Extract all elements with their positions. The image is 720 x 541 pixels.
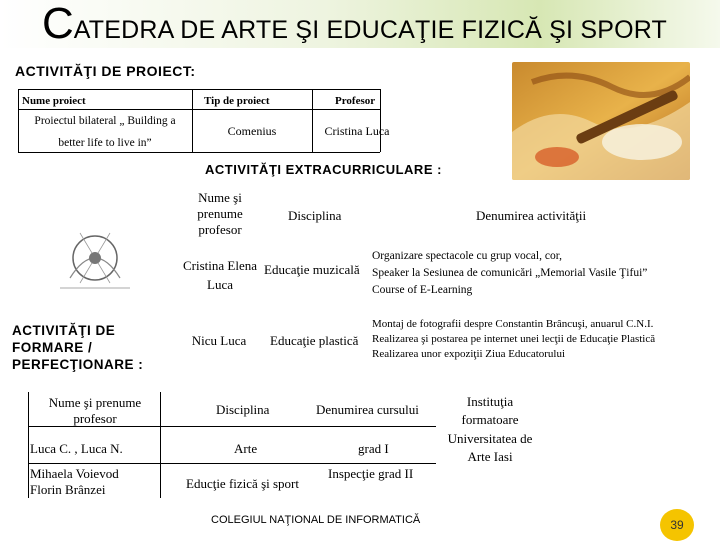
paint-palette-image (512, 62, 690, 180)
project-name (20, 112, 190, 152)
training-row-line (28, 463, 436, 464)
training-heading-3: PERFECŢIONARE : (12, 357, 144, 372)
training-divider-1 (160, 392, 161, 498)
projects-bottom-line (18, 152, 380, 153)
extra-row1-activity-3: Course of E-Learning (372, 284, 473, 296)
training-row1-name: Luca C. , Luca N. (30, 441, 123, 456)
training-row1-inst-2: Arte Iasi (467, 449, 513, 464)
extra-row1-teacher-line2: Luca (207, 277, 233, 292)
training-border-left (28, 392, 29, 498)
training-row1-course: grad I (358, 441, 389, 456)
training-col-name (30, 395, 160, 427)
extra-row2-discipline: Educaţie plastică (270, 333, 359, 348)
training-col-inst-2: formatoare (461, 412, 519, 427)
projects-col-teacher: Profesor (335, 95, 376, 107)
extra-col-name-3: profesor (198, 222, 242, 237)
training-row2-name (30, 466, 119, 498)
projects-divider-2 (312, 89, 313, 152)
extra-row1-activities (372, 248, 647, 299)
extra-row2-activities (372, 317, 655, 362)
extra-row1-teacher-line1: Cristina Elena (182, 258, 257, 273)
title-initial: C (42, 0, 74, 48)
projects-col-name: Nume proiect (22, 95, 86, 107)
training-row2-name-1: Mihaela Voievod (30, 466, 119, 481)
training-row1-institution (440, 430, 540, 466)
extra-row1-discipline: Educaţie muzicală (264, 262, 360, 277)
training-col-name-1: Nume şi prenume (48, 395, 142, 410)
page-number: 39 (660, 509, 694, 541)
projects-border-right (380, 89, 381, 152)
extra-row1-activity-1: Organizare spectacole cu grup vocal, cor, (372, 250, 562, 262)
title-rest: ATEDRA DE ARTE ŞI EDUCAŢIE FIZICĂ ŞI SPORT (73, 16, 668, 44)
extra-col-activity: Denumirea activităţii (476, 208, 587, 223)
projects-border-left (18, 89, 19, 152)
projects-top-line (18, 89, 380, 90)
training-heading-1: ACTIVITĂŢI DE (12, 323, 116, 338)
project-teacher: Cristina Luca (324, 124, 390, 138)
training-heading-2: FORMARE / (12, 340, 93, 355)
projects-col-type: Tip de proiect (204, 95, 270, 107)
training-row2-name-2: Florin Brânzei (30, 482, 106, 497)
training-col-discipline: Disciplina (216, 402, 270, 417)
extra-row2-activity-3: Realizarea unor expoziţii Ziua Educatorului (372, 348, 566, 360)
extra-col-name (180, 190, 260, 238)
extra-row2-activity-1: Montaj de fotografii despre Constantin Brâncuşi, anuarul C.N.I. (372, 318, 654, 330)
training-col-institution (440, 393, 540, 429)
page-title (42, 2, 667, 46)
training-row1-inst-1: Universitatea de (447, 431, 533, 446)
extra-row2-teacher: Nicu Luca (191, 333, 247, 348)
training-row2-discipline: Educţie fizică şi sport (186, 476, 299, 491)
training-heading (12, 322, 143, 373)
extra-col-name-2: prenume (197, 206, 243, 221)
project-name-line2: better life to live in” (58, 137, 152, 149)
projects-divider-1 (192, 89, 193, 152)
training-col-inst-1: Instituţia (466, 394, 514, 409)
extra-col-discipline: Disciplina (288, 208, 342, 223)
extra-row1-activity-2: Speaker la Sesiunea de comunicări „Memorial Vasile Ţifui” (372, 267, 648, 279)
project-name-line1: Proiectul bilateral „ Building a (34, 115, 176, 127)
footer-school-name: COLEGIUL NAŢIONAL DE INFORMATICĂ (211, 514, 421, 526)
project-type: Comenius (227, 124, 277, 138)
training-header-line (28, 426, 436, 427)
extra-row2-activity-2: Realizarea şi postarea pe internet unei lecţii de Educaţie Plastică (372, 333, 656, 345)
extra-col-name-1: Nume şi (198, 190, 242, 205)
projects-heading: ACTIVITĂŢI DE PROIECT: (15, 63, 196, 79)
training-col-course: Denumirea cursului (316, 402, 419, 417)
sketch-image (50, 218, 140, 294)
extracurricular-heading: ACTIVITĂŢI EXTRACURRICULARE : (205, 162, 442, 177)
training-row2-course: Inspecţie grad II (328, 466, 414, 481)
projects-header-line (18, 109, 380, 110)
extra-row1-teacher (170, 256, 270, 294)
training-row1-discipline: Arte (234, 441, 258, 456)
training-col-name-2: profesor (73, 411, 117, 426)
